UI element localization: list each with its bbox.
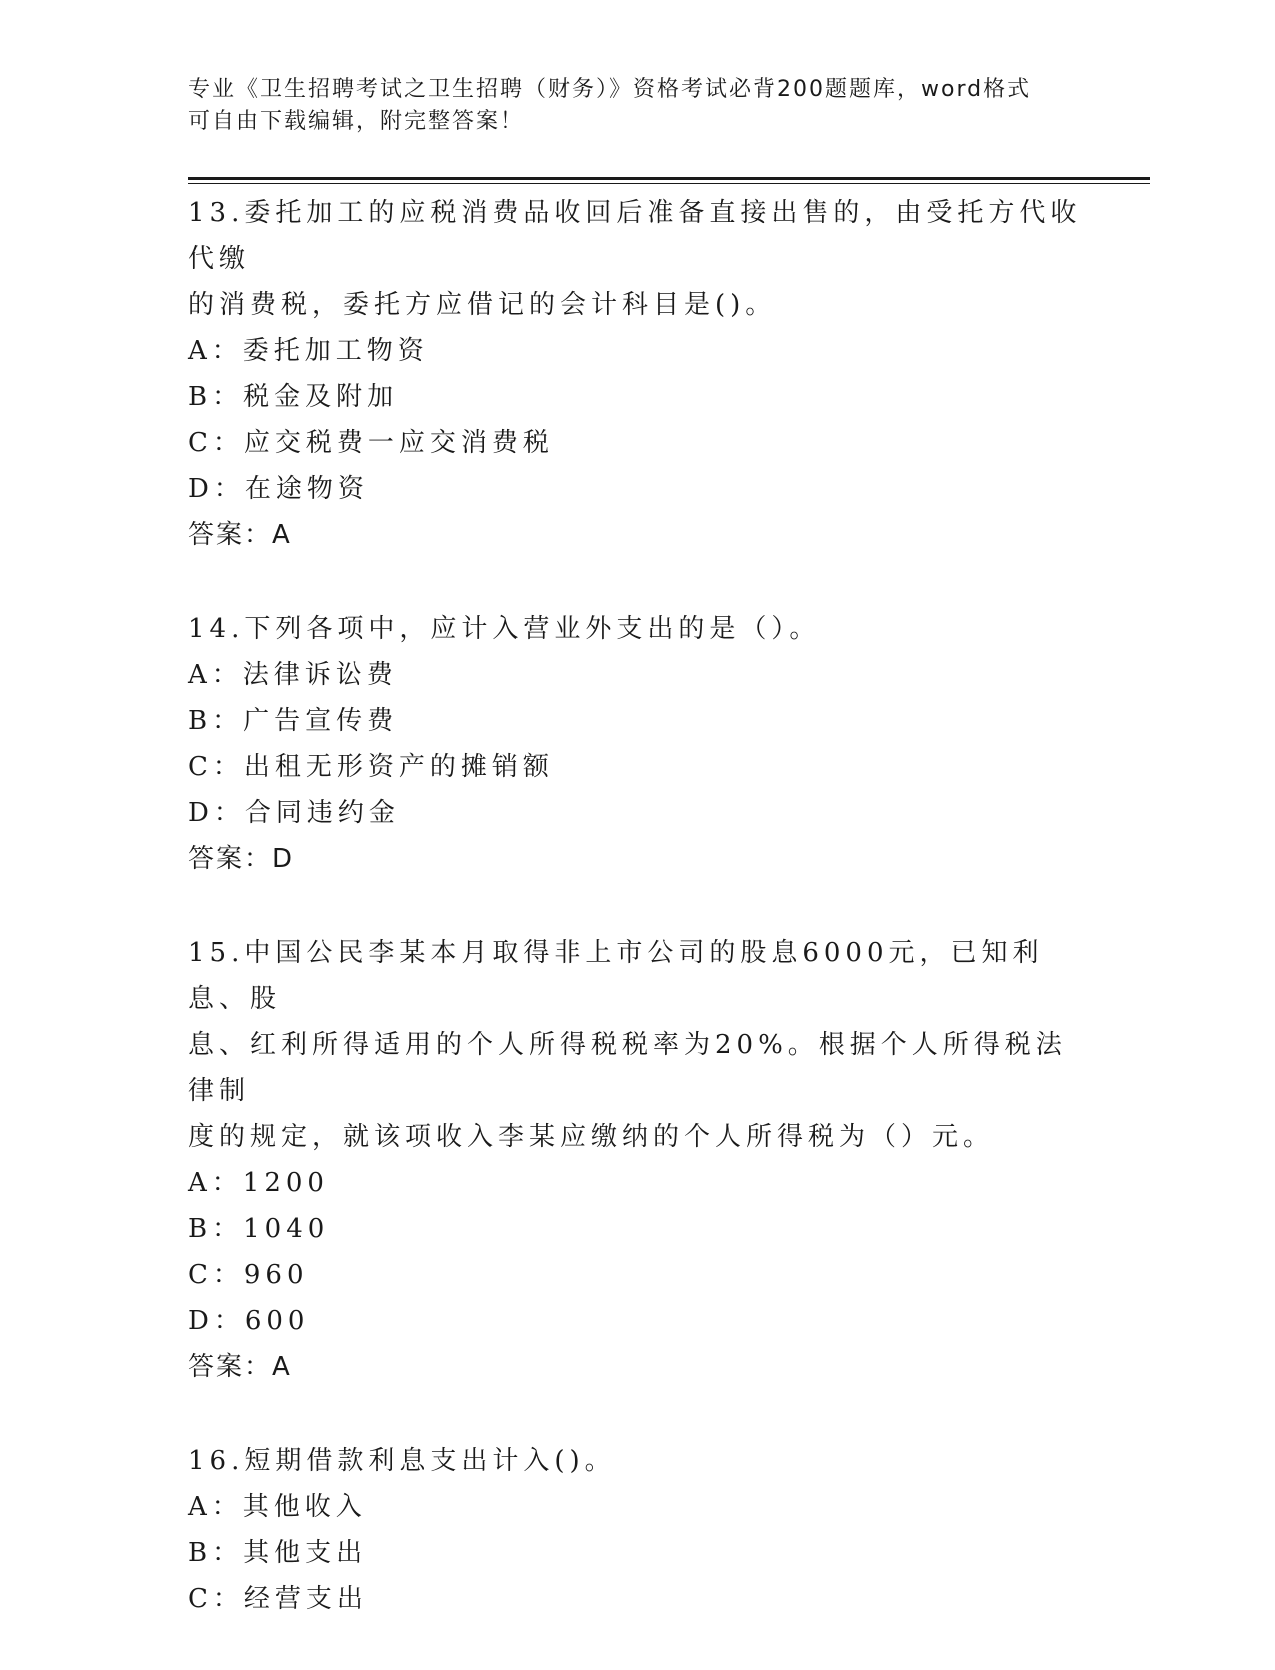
option-b: B：1040 [188, 1214, 330, 1244]
question-16 [188, 1438, 1088, 1622]
header-line-2: 可自由下载编辑，附完整答案！ [188, 109, 525, 134]
answer-line: 答案：D [188, 844, 295, 874]
question-stem-line: 16.短期借款利息支出计入()。 [188, 1446, 616, 1476]
header-line-1: 专业《卫生招聘考试之卫生招聘（财务）》资格考试必背200题题库，word格式 [188, 77, 1032, 102]
option-b: B：广告宣传费 [188, 706, 399, 736]
option-b: B：税金及附加 [188, 382, 399, 412]
option-d: D：在途物资 [188, 474, 369, 504]
question-stem-line: 15.中国公民李某本月取得非上市公司的股息6000元，已知利息、股 [188, 938, 1044, 1014]
option-d: D：合同违约金 [188, 798, 400, 828]
question-14 [188, 606, 1088, 882]
answer-line: 答案：A [188, 1352, 292, 1382]
option-c: C：960 [188, 1260, 309, 1290]
option-a: A：法律诉讼费 [188, 660, 398, 690]
question-stem-line: 息、红利所得适用的个人所得税税率为20%。根据个人所得税法律制 [188, 1030, 1067, 1106]
answer-line: 答案：A [188, 520, 292, 550]
option-a: A：1200 [188, 1168, 329, 1198]
question-15 [188, 930, 1088, 1390]
option-b: B：其他支出 [188, 1538, 368, 1568]
question-stem-line: 的消费税，委托方应借记的会计科目是()。 [188, 290, 777, 320]
document-header [188, 74, 1068, 138]
option-d: D：600 [188, 1306, 310, 1336]
question-stem-line: 13.委托加工的应税消费品收回后准备直接出售的，由受托方代收代缴 [188, 198, 1082, 274]
option-c: C：出租无形资产的摊销额 [188, 752, 554, 782]
question-13 [188, 190, 1088, 558]
question-stem-line: 14.下列各项中，应计入营业外支出的是（）。 [188, 614, 821, 644]
option-c: C：应交税费一应交消费税 [188, 428, 554, 458]
header-divider-thick [188, 177, 1150, 180]
header-divider-thin [188, 183, 1150, 184]
option-a: A：委托加工物资 [188, 336, 429, 366]
option-a: A：其他收入 [188, 1492, 367, 1522]
question-list [188, 190, 1088, 1670]
question-stem-line: 度的规定，就该项收入李某应缴纳的个人所得税为（）元。 [188, 1122, 995, 1152]
option-c: C：经营支出 [188, 1584, 368, 1614]
